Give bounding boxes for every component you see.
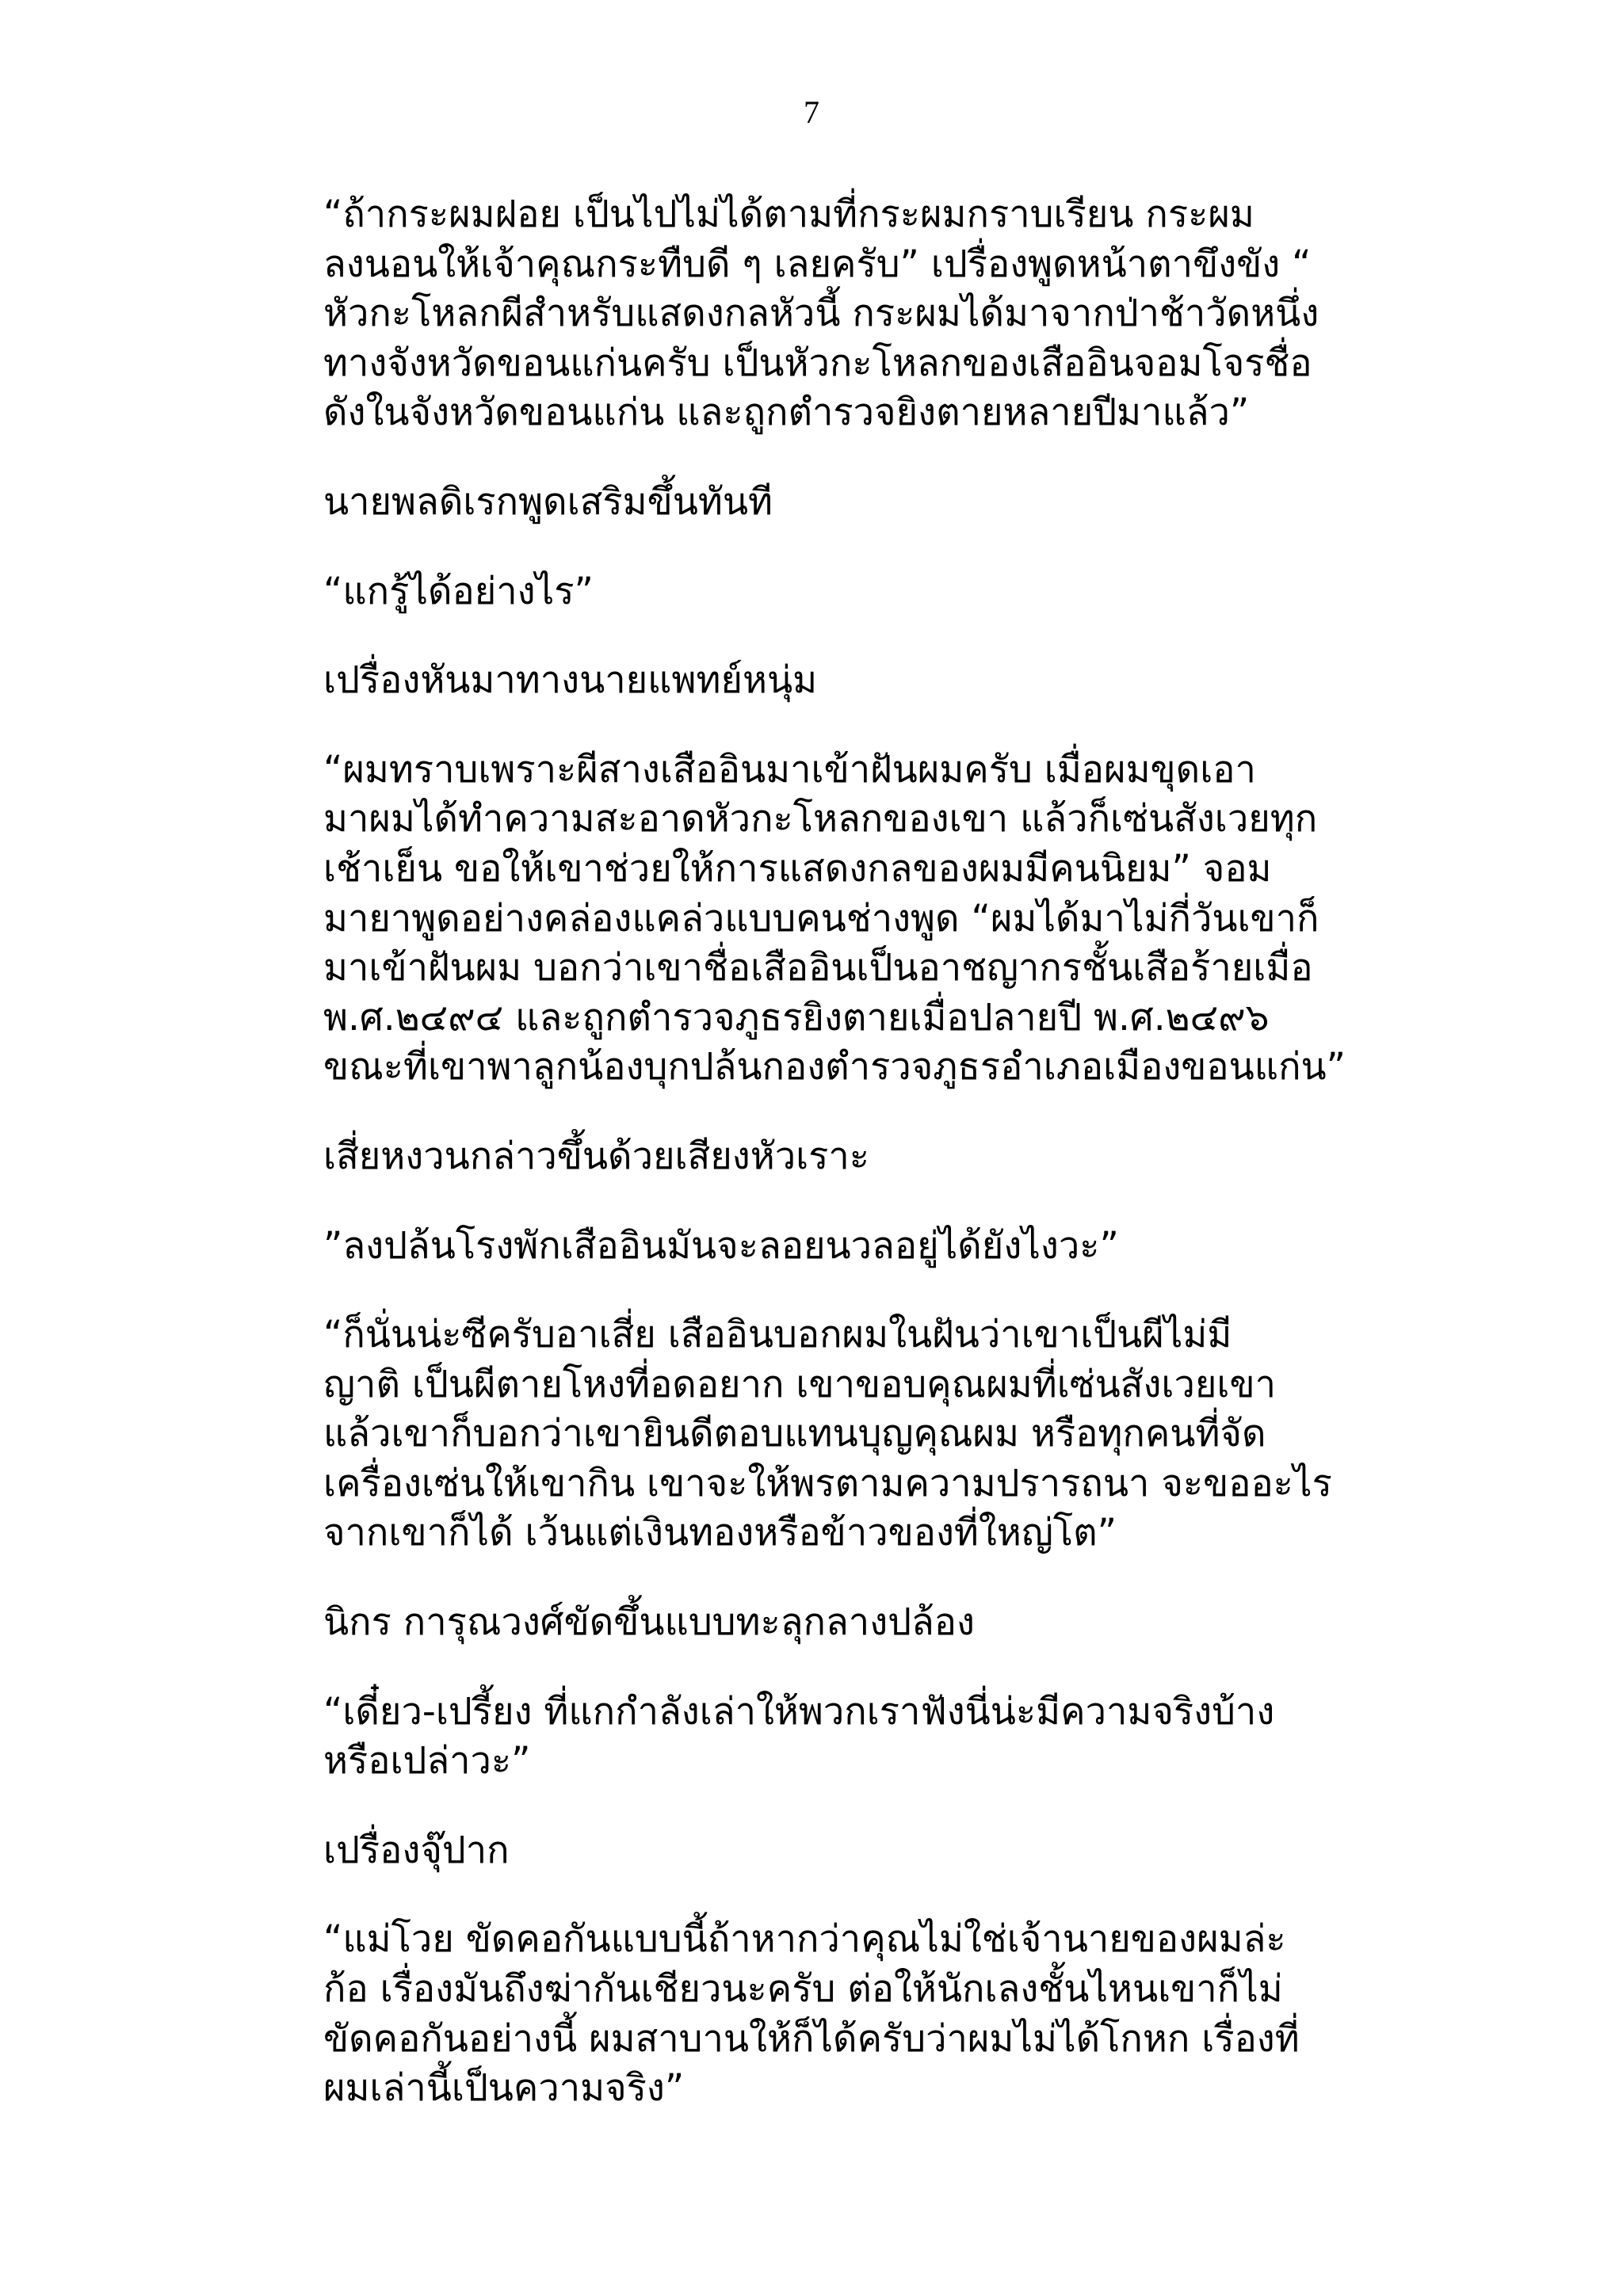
paragraph [247,1826,1388,1876]
paragraph [247,567,1388,617]
text-line: ลงนอนให้เจ้าคุณกระทืบดี ๆ เลยครับ” เปรื่องพูดหน้าตาขึงขัง “ [323,242,1312,286]
paragraph [247,1598,1388,1648]
text-line: ”ลงปล้นโรงพักเสืออินมันจะลอยนวลอยู่ได้ยังไงวะ” [323,1223,1119,1268]
text-line: จากเขาก็ได้ เว้นแต่เงินทองหรือข้าวของที่ใหญ่โต” [323,1511,1117,1555]
text-line: ทางจังหวัดขอนแก่นครับ เป็นหัวกะโหลกของเสืออินจอมโจรชื่อ [323,341,1312,385]
page-number: 7 [804,94,819,130]
text-line: ก้อ เรื่องมันถึงฆ่ากันเชียวนะครับ ต่อให้นักเลงชั้นไหนเขาก็ไม่ [323,1967,1283,2012]
text-line: มายาพูดอย่างคล่องแคล่วแบบคนช่างพูด “ผมได้มาไม่กี่วันเขาก็ [323,896,1319,940]
text-line: หรือเปล่าวะ” [323,1739,531,1783]
text-line: “ก็นั่นน่ะซีครับอาเสี่ย เสืออินบอกผมในฝันว่าเขาเป็นผีไม่มี [323,1313,1232,1357]
text-line: ผมเล่านี้เป็นความจริง” [323,2066,685,2111]
text-line: ขัดคอกันอย่างนี้ ผมสาบานให้ก็ได้ครับว่าผมไม่ได้โกหก เรื่องที่ [323,2016,1300,2061]
text-line: พ.ศ.๒๔๙๔ และถูกตำรวจภูธรยิงตายเมื่อปลายปี พ.ศ.๒๔๙๖ [323,995,1270,1039]
paragraph [247,190,1388,438]
paragraph [247,478,1388,528]
body-text [247,190,1388,2153]
paragraph [247,656,1388,706]
text-line: มาผมได้ทำความสะอาดหัวกะโหลกของเขา แล้วก็เซ่นสังเวยทุก [323,797,1318,841]
text-line: เปรื่องจุ๊ปาก [323,1828,510,1872]
paragraph [247,1222,1388,1272]
text-line: “ผมทราบเพราะผีสางเสืออินมาเข้าฝันผมครับ เมื่อผมขุดเอา [323,747,1256,791]
text-line: แล้วเขาก็บอกว่าเขายินดีตอบแทนบุญคุณผม หรือทุกคนที่จัด [323,1412,1266,1456]
text-line: ขณะที่เขาพาลูกน้องบุกปล้นกองตำรวจภูธรอำเภอเมืองขอนแก่น” [323,1045,1346,1089]
text-line: เสี่ยหงวนกล่าวขึ้นด้วยเสียงหัวเราะ [323,1134,870,1178]
text-line: เปรื่องหันมาทางนายแพทย์หนุ่ม [323,658,818,703]
paragraph [247,1132,1388,1182]
text-line: “ถ้ากระผมฝอย เป็นไปไม่ได้ตามที่กระผมกราบเรียน กระผม [323,193,1254,236]
text-line: ญาติ เป็นผีตายโหงที่อดอยาก เขาขอบคุณผมที่เซ่นสังเวยเขา [323,1362,1277,1406]
text-line: หัวกะโหลกผีสำหรับแสดงกลหัวนี้ กระผมได้มาจากป่าช้าวัดหนึ่ง [323,292,1319,336]
text-line: นิกร การุณวงศ์ขัดขึ้นแบบทะลุกลางปล้อง [323,1600,975,1645]
text-line: “แกรู้ได้อย่างไร” [323,569,594,613]
text-line: ดังในจังหวัดขอนแก่น และถูกตำรวจยิงตายหลายปีมาแล้ว” [323,391,1250,435]
text-line: เครื่องเซ่นให้เขากิน เขาจะให้พรตามความปรารถนา จะขออะไร [323,1461,1332,1505]
text-line: “แม่โวย ขัดคอกันแบบนี้ถ้าหากว่าคุณไม่ใช่เจ้านายของผมล่ะ [323,1917,1286,1962]
text-line: นายพลดิเรกพูดเสริมขึ้นทันที [323,479,773,524]
paragraph [247,1915,1388,2113]
paragraph [247,1310,1388,1558]
paragraph [247,746,1388,1093]
text-line: เช้าเย็น ขอให้เขาช่วยให้การแสดงกลของผมมีคนนิยม” จอม [323,846,1272,891]
text-line: มาเข้าฝันผม บอกว่าเขาชื่อเสืออินเป็นอาชญากรชั้นเสือร้ายเมื่อ [323,946,1313,990]
paragraph [247,1688,1388,1787]
text-line: “เดี๋ยว-เปรี้ยง ที่แกกำลังเล่าให้พวกเราฟังนี่น่ะมีความจริงบ้าง [323,1689,1275,1733]
